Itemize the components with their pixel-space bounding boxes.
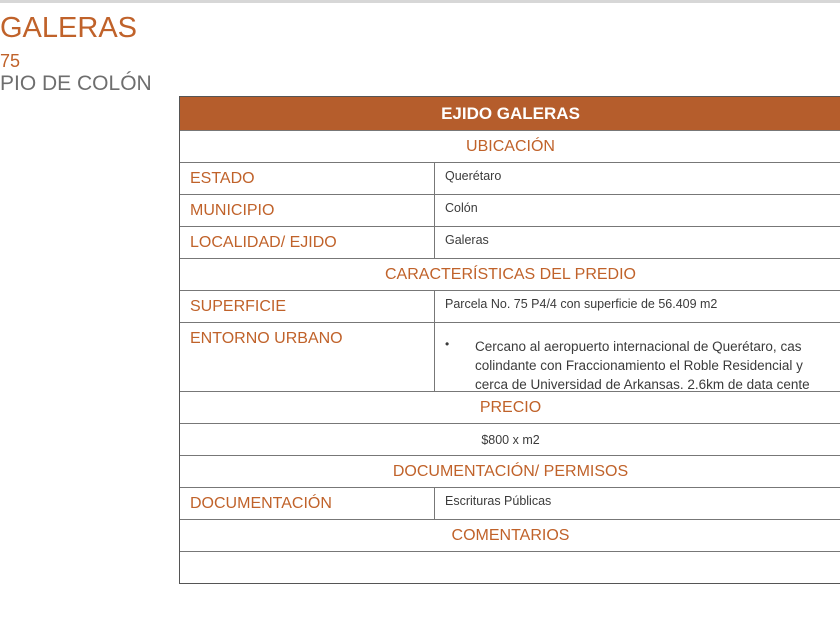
row-value: Parcela No. 75 P4/4 con superficie de 56.409 m2 — [445, 297, 718, 311]
row-label: DOCUMENTACIÓN — [180, 488, 435, 519]
row-label: LOCALIDAD/ EJIDO — [180, 227, 435, 258]
table-row-localidad — [180, 226, 840, 258]
row-label: ESTADO — [180, 163, 435, 194]
table-title: EJIDO GALERAS — [441, 103, 580, 123]
bullet-icon: • — [445, 337, 450, 351]
slide-location: PIO DE COLÓN — [0, 72, 152, 95]
table-row-estado — [180, 162, 840, 194]
row-label: MUNICIPIO — [180, 195, 435, 226]
row-value — [435, 323, 840, 391]
section-ubicacion — [180, 130, 840, 162]
section-precio — [180, 391, 840, 423]
table-row-precio — [180, 423, 840, 455]
bullet-line: cerca de Universidad de Arkansas. 2.6km de data cente — [475, 377, 810, 392]
section-heading: DOCUMENTACIÓN/ PERMISOS — [392, 462, 629, 480]
table-row-superficie — [180, 290, 840, 322]
row-label: SUPERFICIE — [180, 291, 435, 322]
bullet-line: Cercano al aeropuerto internacional de Querétaro, cas — [475, 339, 802, 354]
bullet-line: colindante con Fraccionamiento el Roble Residencial y — [475, 358, 803, 373]
slide-subtitle: 75 — [0, 51, 21, 71]
section-heading: PRECIO — [479, 398, 542, 416]
section-heading: COMENTARIOS — [451, 526, 570, 544]
table-row-entorno — [180, 322, 840, 391]
table-row-municipio — [180, 194, 840, 226]
comments-row — [180, 551, 840, 583]
bullet-text-block — [475, 337, 810, 394]
row-value: Querétaro — [445, 169, 502, 183]
section-documentacion — [180, 455, 840, 487]
row-value: Galeras — [445, 233, 489, 247]
price-value: $800 x m2 — [481, 432, 540, 447]
section-heading: CARACTERÍSTICAS DEL PREDIO — [384, 265, 636, 283]
row-label: ENTORNO URBANO — [180, 323, 435, 391]
section-caracteristicas — [180, 258, 840, 290]
row-value: Escrituras Públicas — [445, 494, 552, 508]
section-comentarios — [180, 519, 840, 551]
property-table — [179, 96, 840, 584]
section-heading: UBICACIÓN — [466, 137, 555, 155]
bullet-list-item — [445, 329, 840, 394]
slide-title: GALERAS — [0, 12, 137, 44]
row-value: Colón — [445, 201, 478, 215]
top-divider — [0, 0, 840, 3]
table-title-row — [180, 97, 840, 130]
table-row-documentacion — [180, 487, 840, 519]
